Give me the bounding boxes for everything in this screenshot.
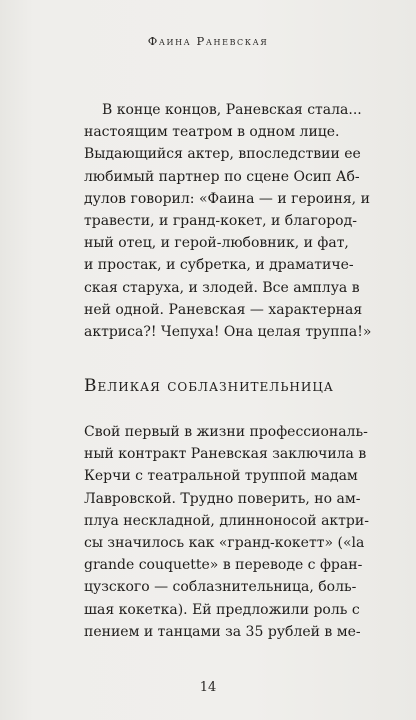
text-line: В конце концов, Раневская стала... <box>102 102 362 118</box>
text-line: ней одной. Раневская — характерная <box>84 301 363 318</box>
text-line: Выдающийся актер, впоследствии ее <box>84 146 361 163</box>
text-line: дулов говорил: «Фаина — и героиня, и <box>84 190 370 207</box>
text-line: шая кокетка). Ей предложили роль с <box>84 601 360 618</box>
text-line: ская старуха, и злодей. Все амплуа в <box>84 279 360 296</box>
paragraph-1 <box>84 99 384 343</box>
text-line: актриса?! Чепуха! Она целая труппа!» <box>84 324 372 341</box>
text-line: травести, и гранд-кокет, и благород- <box>84 213 357 230</box>
text-line: сы значилось как «гранд-кокетт» («la <box>84 535 365 552</box>
text-line: цузского — соблазнительница, боль- <box>84 579 357 596</box>
text-line: плуа нескладной, длинноносой актри- <box>84 512 369 529</box>
text-line: Лавровской. Трудно поверить, но ам- <box>84 490 361 507</box>
text-line: Свой первый в жизни профессиональ- <box>84 424 368 440</box>
text-line: и простак, и субретка, и драматиче- <box>84 257 354 274</box>
text-line: ный отец, и герой-любовник, и фат, <box>84 235 349 252</box>
paragraph-2 <box>84 421 384 643</box>
text-line: настоящим театром в одном лице. <box>84 124 340 141</box>
text-line: любимый партнер по сцене Осип Аб- <box>84 168 360 185</box>
running-head: Фаина Раневская <box>147 34 269 48</box>
text-line: Керчи с театральной труппой мадам <box>84 468 358 485</box>
section-heading: Великая соблазнительница <box>84 376 334 396</box>
text-line: ный контракт Раневская заключила в <box>84 446 367 463</box>
text-line: пением и танцами за 35 рублей в ме- <box>84 623 361 640</box>
text-line: grande couquette» в переводе с фран- <box>84 557 363 574</box>
page-number: 14 <box>199 680 217 695</box>
